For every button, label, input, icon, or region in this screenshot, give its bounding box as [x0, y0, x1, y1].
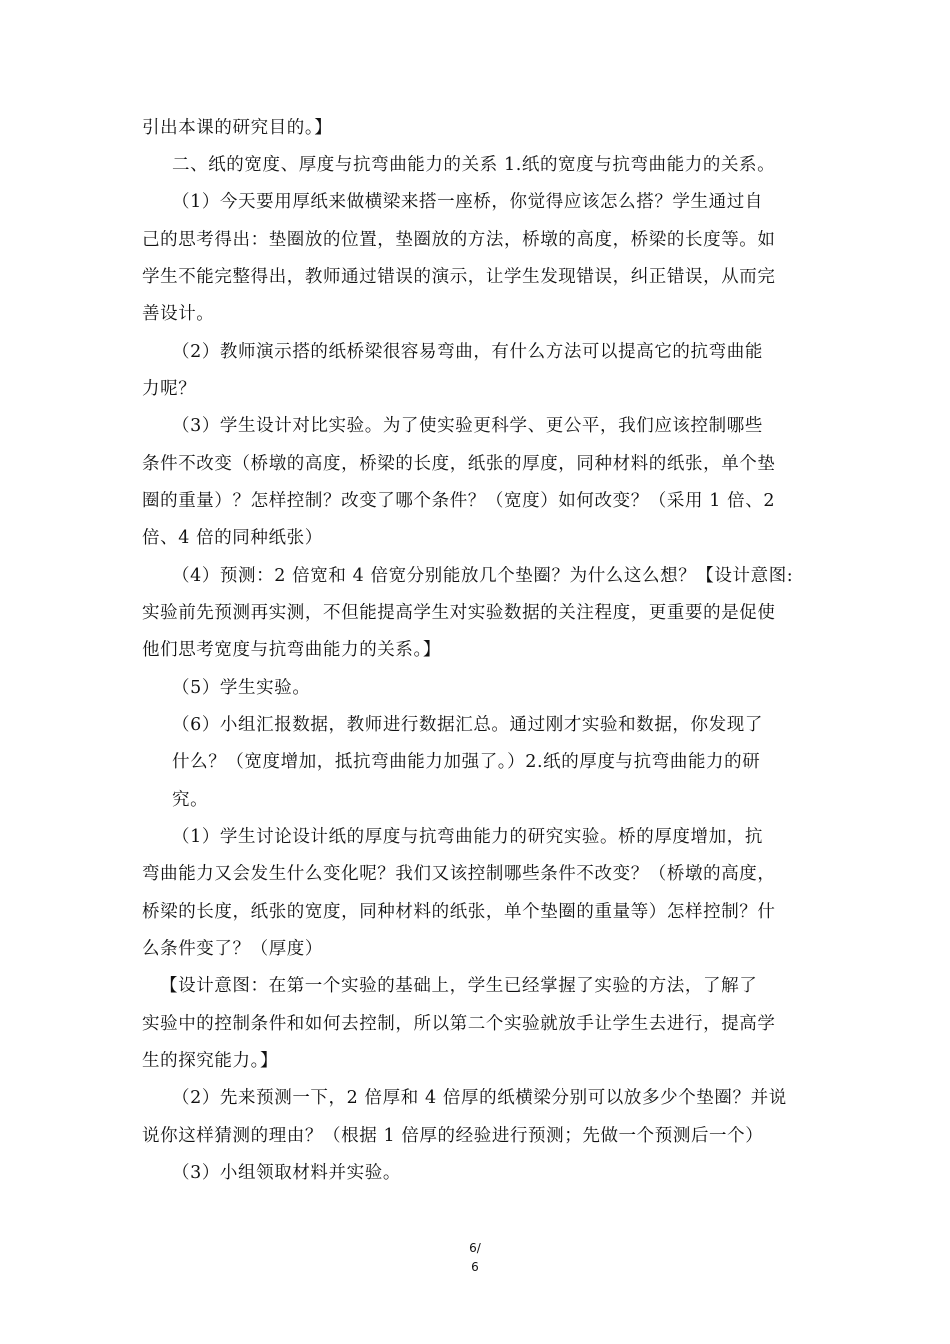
- text-line: 么条件变了？（厚度）: [142, 939, 323, 959]
- text-line: （2）先来预测一下，2 倍厚和 4 倍厚的纸横梁分别可以放多少个垫圈？并说: [172, 1088, 787, 1108]
- text-line: 圈的重量）？怎样控制？改变了哪个条件？（宽度）如何改变？（采用 1 倍、2: [142, 491, 776, 511]
- text-line: 学生不能完整得出，教师通过错误的演示，让学生发现错误，纠正错误，从而完: [142, 267, 776, 287]
- text-line: 己的思考得出：垫圈放的位置，垫圈放的方法，桥墩的高度，桥梁的长度等。如: [142, 230, 776, 250]
- page-number-top: 6/: [469, 1241, 481, 1255]
- text-line: 他们思考宽度与抗弯曲能力的关系。】: [142, 640, 441, 660]
- text-line: 二、纸的宽度、厚度与抗弯曲能力的关系 1.纸的宽度与抗弯曲能力的关系。: [172, 155, 776, 175]
- text-line: 善设计。: [142, 304, 215, 324]
- text-line: 桥梁的长度，纸张的宽度，同种材料的纸张，单个垫圈的重量等）怎样控制？什: [142, 902, 776, 922]
- text-line: 弯曲能力又会发生什么变化呢？我们又该控制哪些条件不改变？（桥墩的高度，: [142, 864, 776, 884]
- text-line: 【设计意图：在第一个实验的基础上，学生已经掌握了实验的方法，了解了: [160, 976, 758, 996]
- text-line: 什么？（宽度增加，抵抗弯曲能力加强了。）2.纸的厚度与抗弯曲能力的研: [172, 752, 761, 772]
- text-line: （4）预测：2 倍宽和 4 倍宽分别能放几个垫圈？为什么这么想？【设计意图:: [172, 566, 794, 586]
- text-line: （2）教师演示搭的纸桥梁很容易弯曲，有什么方法可以提高它的抗弯曲能: [172, 342, 763, 362]
- text-line: 力呢？: [142, 379, 197, 399]
- text-line: 实验前先预测再实测，不但能提高学生对实验数据的关注程度，更重要的是促使: [142, 603, 776, 623]
- text-line: （3）小组领取材料并实验。: [172, 1163, 401, 1183]
- text-line: 生的探究能力。】: [142, 1051, 279, 1071]
- text-line: 实验中的控制条件和如何去控制，所以第二个实验就放手让学生去进行，提高学: [142, 1014, 776, 1034]
- text-line: （3）学生设计对比实验。为了使实验更科学、更公平，我们应该控制哪些: [172, 416, 763, 436]
- text-line: （6）小组汇报数据，教师进行数据汇总。通过刚才实验和数据，你发现了: [172, 715, 763, 735]
- text-line: 条件不改变（桥墩的高度，桥梁的长度，纸张的厚度，同种材料的纸张，单个垫: [142, 454, 776, 474]
- page-number-bottom: 6: [471, 1260, 479, 1274]
- text-line: （1）今天要用厚纸来做横梁来搭一座桥，你觉得应该怎么搭？学生通过自: [172, 192, 763, 212]
- text-line: 说你这样猜测的理由？（根据 1 倍厚的经验进行预测；先做一个预测后一个）: [142, 1126, 764, 1146]
- text-line: （1）学生讨论设计纸的厚度与抗弯曲能力的研究实验。桥的厚度增加，抗: [172, 827, 763, 847]
- text-line: 引出本课的研究目的。】: [142, 118, 333, 138]
- text-line: （5）学生实验。: [172, 678, 311, 698]
- text-line: 倍、4 倍的同种纸张）: [142, 528, 323, 548]
- text-line: 究。: [172, 790, 209, 810]
